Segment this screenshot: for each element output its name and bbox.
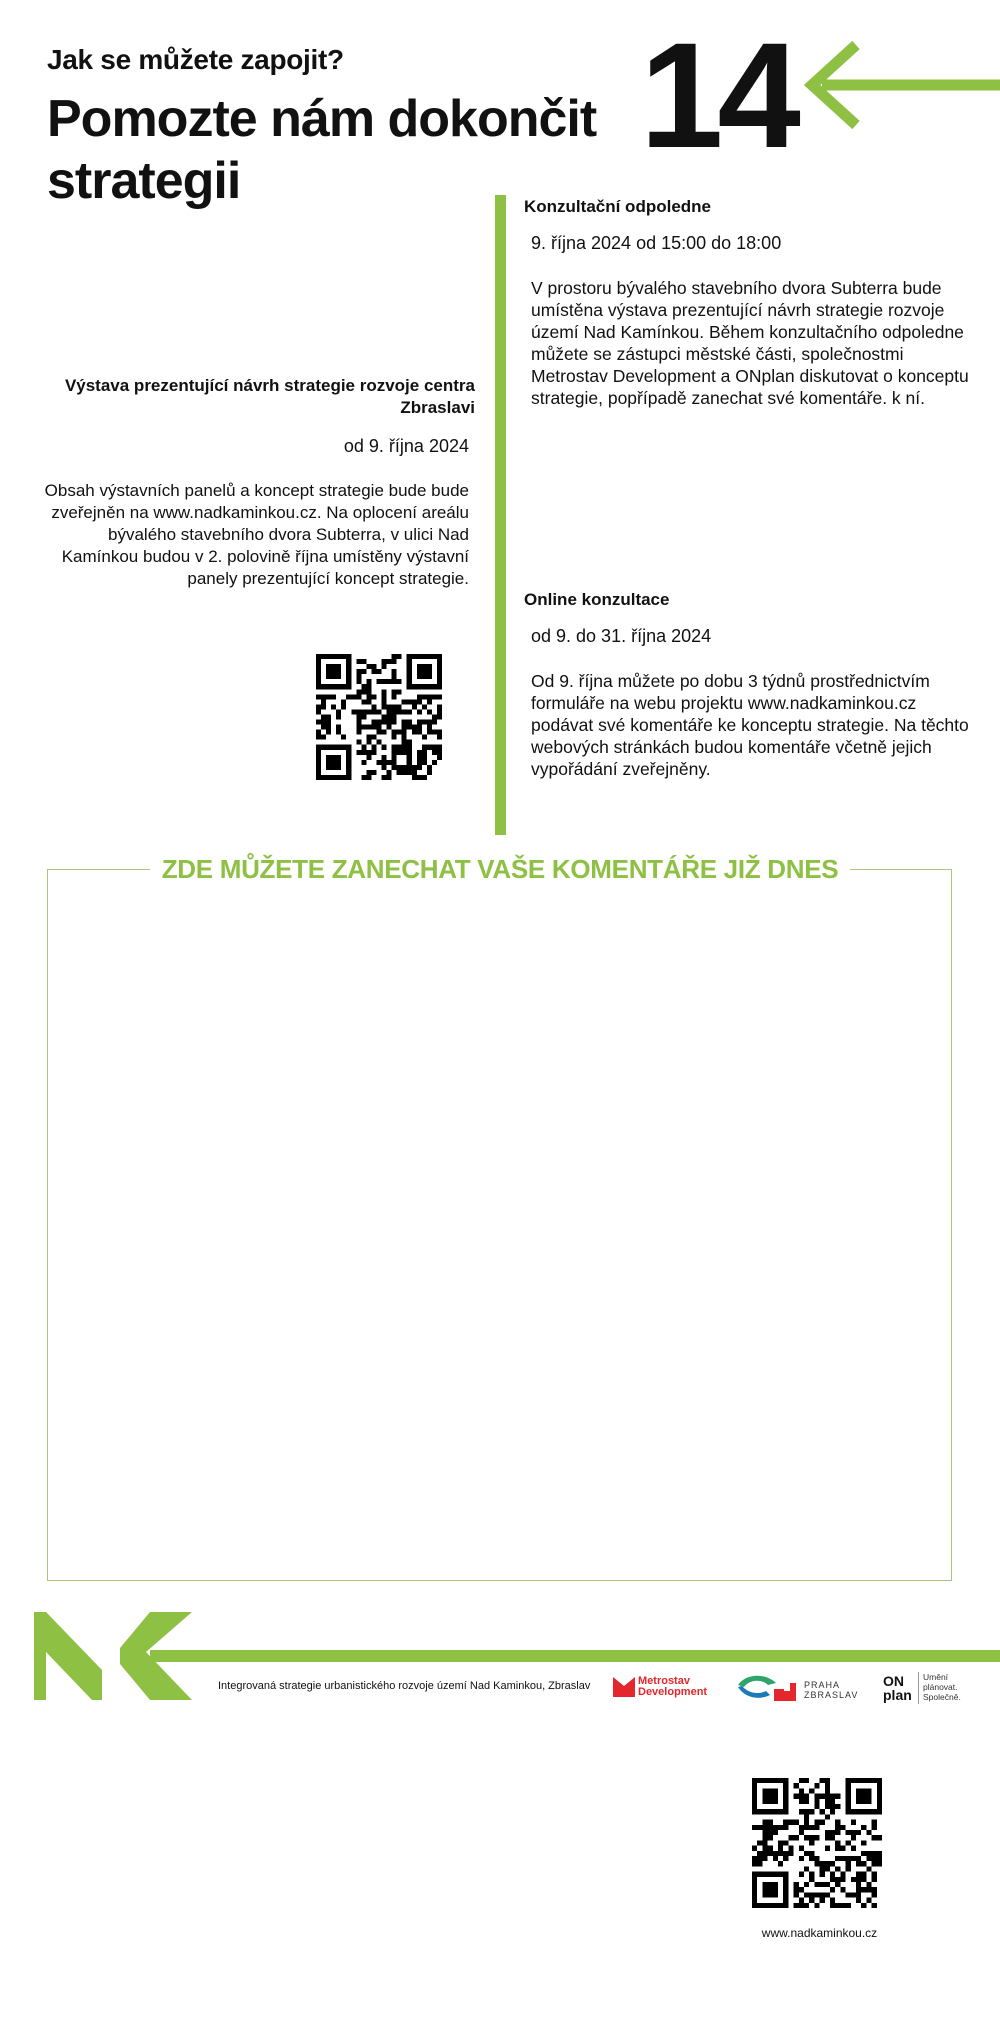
exhibition-description: Obsah výstavních panelů a koncept strategie bude bude zveřejněn na www.nadkaminkou.cz. Na oplocení areálu bývalého stavebního dvora Subterra, v ulici Nad Kamínkou budou v 2. polovině října umístěny výstavní panely prezentující koncept strategie.	[44, 481, 469, 588]
online-description: Od 9. října můžete po dobu 3 týdnů prostřednictvím formuláře na webu projektu www.nadkaminkou.cz podávat své komentáře ke konceptu strategie. Na těchto webových stránkách budou komentáře včetně jejich vypořádání zveřejněny.	[531, 671, 969, 779]
onplan-divider	[918, 1672, 919, 1704]
arrow-left-icon	[800, 40, 1000, 130]
metrostav-subname: Development	[638, 1686, 708, 1698]
consultation-date: 9. října 2024 od 15:00 do 18:00	[531, 233, 782, 253]
page-number: 14	[640, 11, 795, 179]
onplan-logo	[883, 1672, 983, 1706]
online-title: Online konzultace	[524, 590, 670, 609]
page-title: Pomozte nám dokončit strategii	[47, 90, 597, 210]
metrostav-logo	[613, 1674, 713, 1700]
comment-area[interactable]	[47, 869, 952, 1581]
onplan-logo-top: ON	[883, 1673, 904, 1689]
metrostav-name: Metrostav	[638, 1675, 690, 1687]
project-name: Integrovaná strategie urbanistického rozvoje území Nad Kaminkou, Zbraslav	[218, 1680, 591, 1692]
praha-name: PRAHA	[804, 1680, 841, 1690]
consultation-title: Konzultační odpoledne	[524, 197, 711, 216]
praha-zbraslav-logo	[736, 1671, 861, 1703]
section-subtitle: Jak se můžete zapojit?	[47, 44, 344, 75]
onplan-tagline-1: Umění	[923, 1672, 949, 1682]
zbraslav-name: ZBRASLAV	[804, 1690, 859, 1700]
website-url[interactable]: www.nadkaminkou.cz	[761, 1926, 878, 1940]
qr-code-icon[interactable]	[316, 654, 442, 780]
exhibition-date: od 9. října 2024	[343, 436, 469, 456]
onplan-tagline-2: plánovat.	[923, 1682, 958, 1692]
vertical-divider	[495, 195, 506, 835]
qr-code-icon[interactable]	[752, 1778, 882, 1908]
comment-area-title: ZDE MŮŽETE ZANECHAT VAŠE KOMENTÁŘE JIŽ DNES	[150, 853, 850, 885]
metrostav-mark-icon	[613, 1677, 635, 1697]
praha-mark-icon	[736, 1671, 798, 1703]
consultation-description: V prostoru bývalého stavebního dvora Subterra bude umístěna výstava prezentující návrh strategie rozvoje území Nad Kamínkou. Během konzultačního odpoledne můžete se zástupci městské části, společnostmi Metrostav Development a ONplan diskutovat o konceptu strategie, popřípadě zanechat své komentáře. k ní.	[531, 278, 969, 408]
exhibition-title: Výstava prezentující návrh strategie rozvoje centra Zbraslavi	[64, 376, 475, 417]
onplan-logo-bottom: plan	[883, 1687, 912, 1703]
online-date: od 9. do 31. října 2024	[531, 626, 712, 646]
onplan-tagline-3: Společně.	[923, 1692, 961, 1702]
footer-line	[150, 1650, 1000, 1662]
